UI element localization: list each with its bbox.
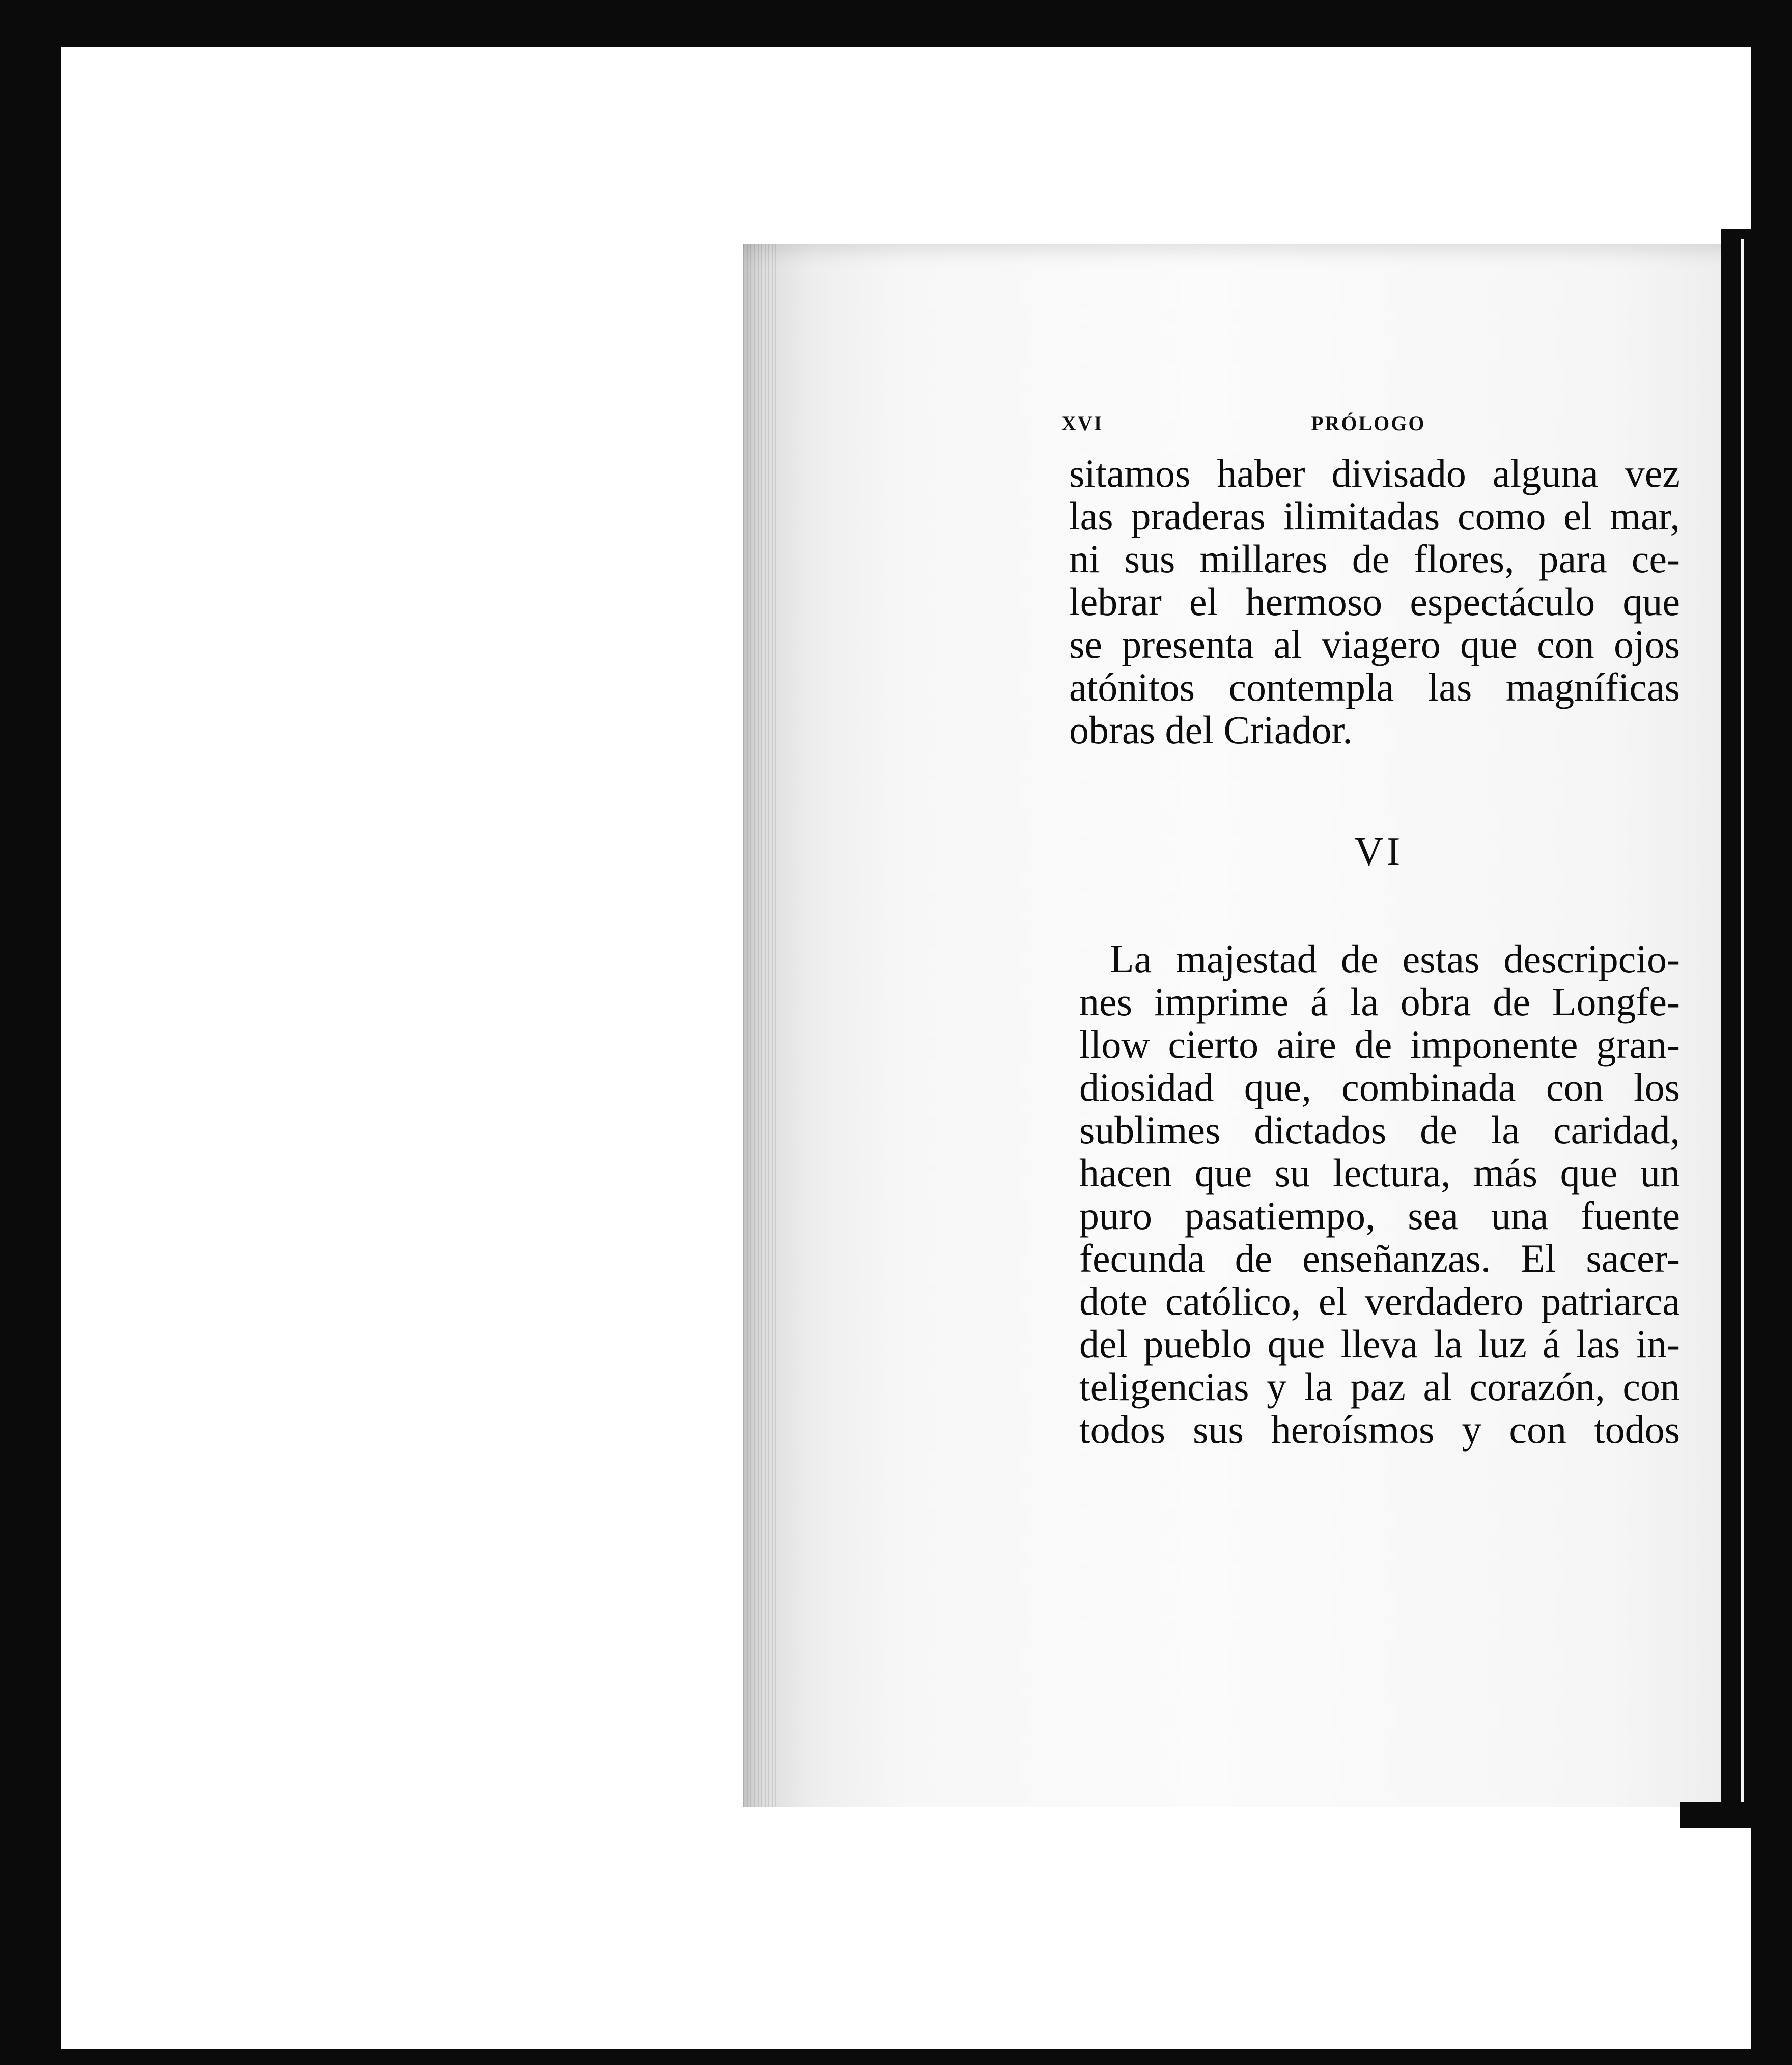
text-line: La majestad de estas descripcio- [1110,937,1680,981]
cover-edge-highlight [1741,239,1744,1807]
cover-bottom-edge [1680,1802,1792,1828]
text-line: las praderas ilimitadas como el mar, [1069,494,1680,538]
scan-border-left [0,0,61,2065]
text-line: llow cierto aire de imponente gran- [1079,1022,1680,1067]
text-line: hacen que su lectura, más que un [1079,1151,1680,1195]
book-cover-edge [1721,229,1792,1828]
running-title: PRÓLOGO [1311,412,1426,435]
text-line: teligencias y la paz al corazón, con [1079,1364,1680,1409]
text-line: se presenta al viagero que con ojos [1069,622,1680,666]
text-line: del pueblo que lleva la luz á las in- [1079,1322,1680,1366]
text-line: diosidad que, combinada con los [1079,1065,1680,1109]
text-line: atónitos contempla las magníficas [1069,665,1680,709]
section-heading: VI [1354,829,1404,874]
text-line: todos sus heroísmos y con todos [1079,1407,1680,1452]
text-line: obras del Criador. [1069,708,1353,752]
text-line: nes imprime á la obra de Longfe- [1079,980,1680,1024]
scan-border-top [0,0,1792,47]
text-line: dote católico, el verdadero patriarca [1079,1279,1680,1323]
paragraph [1079,938,1680,1451]
scan-border-bottom [0,2049,1792,2065]
text-line: ni sus millares de flores, para ce- [1069,537,1680,581]
text-line: fecunda de enseñanzas. El sacer- [1079,1236,1680,1280]
text-line: sitamos haber divisado alguna vez [1069,451,1680,495]
page-gutter-edge [743,244,779,1807]
text-line: lebrar el hermoso espectáculo que [1069,579,1680,624]
text-line: sublimes dictados de la caridad, [1079,1108,1680,1152]
text-line: puro pasatiempo, sea una fuente [1079,1193,1680,1238]
paragraph-continued [1069,452,1680,751]
page-number: XVI [1061,412,1104,435]
